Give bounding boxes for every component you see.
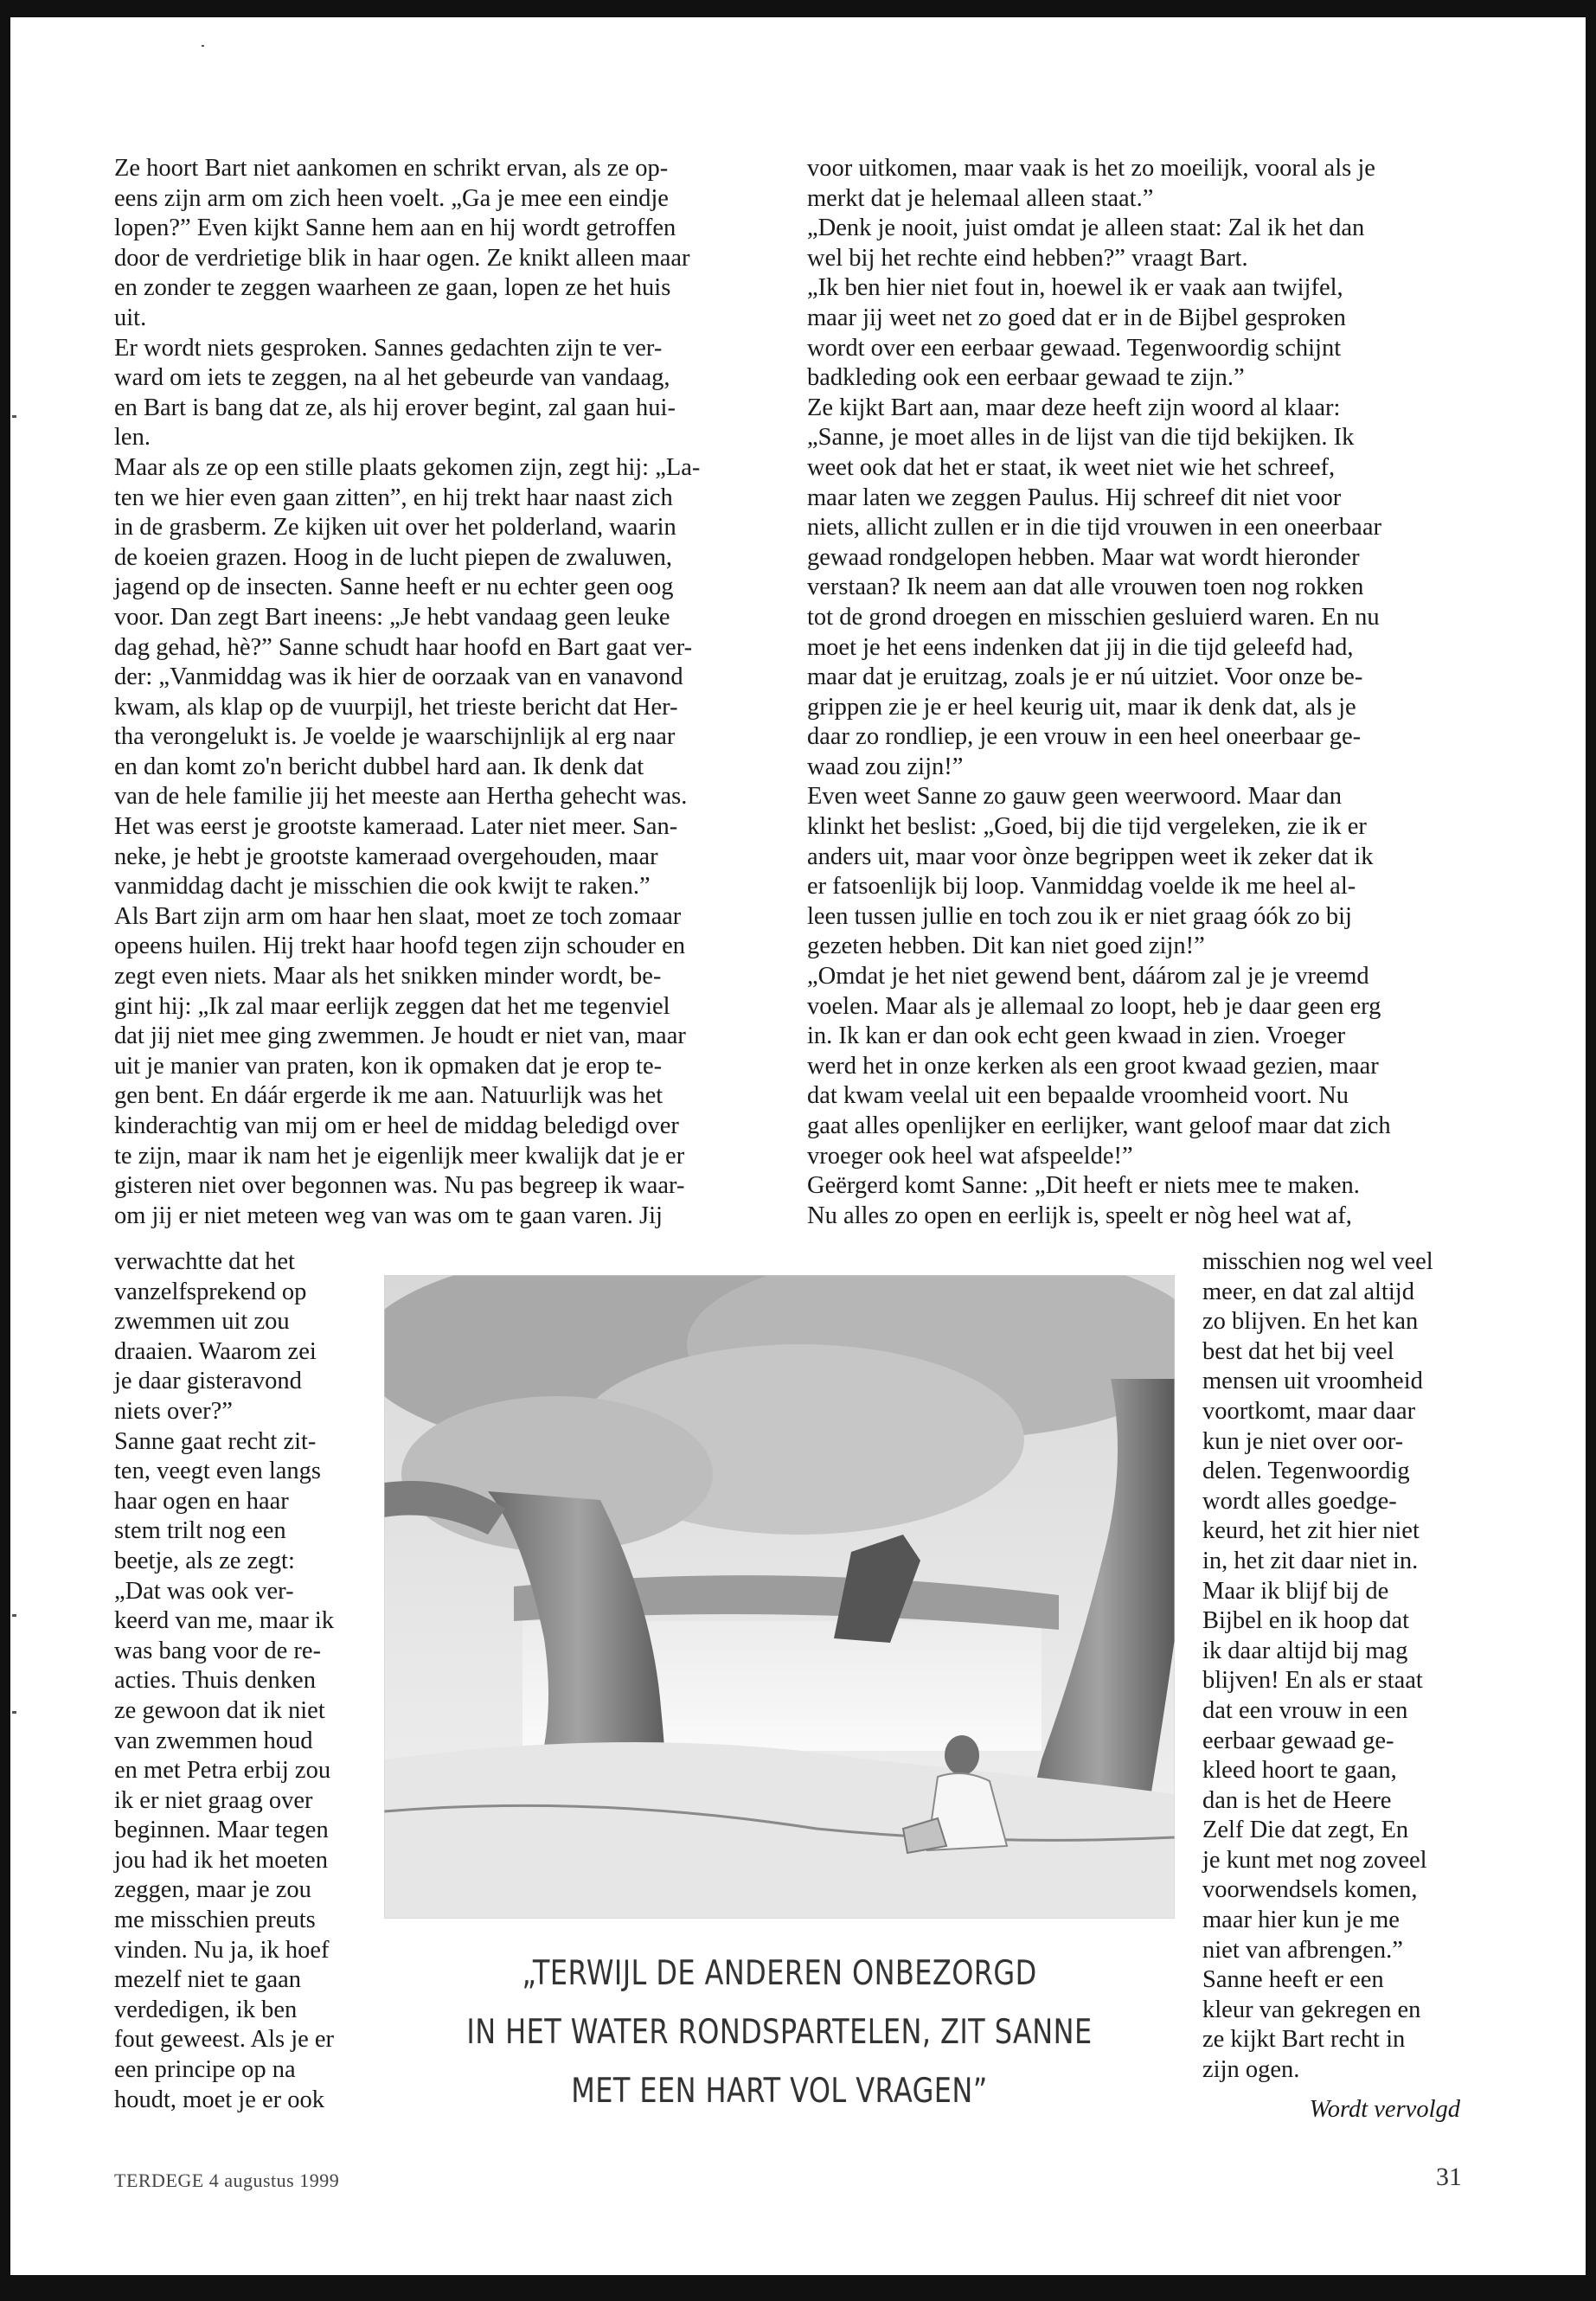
text-line: „Sanne, je moet alles in de lijst van die tijd bekijken. Ik bbox=[807, 424, 1355, 452]
text-line: „Omdat je het niet gewend bent, dáárom zal je je vreemd bbox=[807, 963, 1369, 990]
text-line: verstaan? Ik neem aan dat alle vrouwen toen nog rokken bbox=[807, 574, 1364, 601]
scan-speck bbox=[202, 45, 204, 47]
text-line: dat een vrouw in een bbox=[1202, 1696, 1408, 1724]
text-line: beetje, als ze zegt: bbox=[114, 1547, 295, 1574]
text-line: Het was eerst je grootste kameraad. Later niet meer. San- bbox=[114, 813, 678, 841]
to-be-continued: Wordt vervolgd bbox=[1309, 2096, 1460, 2123]
text-line: ik er niet graag over bbox=[114, 1786, 313, 1814]
text-line: „Denk je nooit, juist omdat je alleen staat: Zal ik het dan bbox=[807, 215, 1365, 242]
text-line: kinderachtig van mij om er heel de middag beledigd over bbox=[114, 1112, 679, 1139]
text-line: leen tussen jullie en toch zou ik er niet graag óók zo bij bbox=[807, 902, 1352, 930]
text-line: zeggen, maar je zou bbox=[114, 1876, 311, 1904]
text-line: „Ik ben hier niet fout in, hoewel ik er vaak aan twijfel, bbox=[807, 274, 1343, 302]
text-line: van zwemmen houd bbox=[114, 1727, 313, 1754]
margin-mark bbox=[12, 1711, 16, 1714]
article-wrap-right bbox=[1202, 1247, 1471, 2086]
text-line: acties. Thuis denken bbox=[114, 1667, 316, 1695]
text-line: kleed hoort te gaan, bbox=[1202, 1757, 1397, 1785]
text-line: in, het zit daar niet in. bbox=[1202, 1547, 1419, 1574]
text-line: maar dat je eruitzag, zoals je er nú uitziet. Voor onze be- bbox=[807, 663, 1363, 691]
text-line: dat kwam veelal uit een bepaalde vroomheid voort. Nu bbox=[807, 1082, 1349, 1110]
text-line: stem trilt nog een bbox=[114, 1517, 286, 1545]
text-line: was bang voor de re- bbox=[114, 1637, 321, 1664]
scan-border-top bbox=[0, 0, 1596, 17]
text-line: tha verongelukt is. Je voelde je waarschijnlijk al erg naar bbox=[114, 723, 676, 751]
text-line: gewaad rondgelopen hebben. Maar wat wordt hieronder bbox=[807, 543, 1360, 571]
margin-mark bbox=[12, 415, 16, 418]
scan-border-bottom bbox=[0, 2275, 1596, 2301]
text-line: verwachtte dat het bbox=[114, 1248, 295, 1275]
text-line: te zijn, maar ik nam het je eigenlijk meer kwalijk dat je er bbox=[114, 1142, 685, 1170]
article-column-right bbox=[807, 154, 1461, 1231]
text-line: „Dat was ook ver- bbox=[114, 1577, 294, 1605]
text-line: wordt alles goedge- bbox=[1202, 1487, 1397, 1515]
text-line: uit. bbox=[114, 304, 147, 331]
text-line: draaien. Waarom zei bbox=[114, 1337, 317, 1365]
text-line: best dat het bij veel bbox=[1202, 1337, 1394, 1365]
text-line: zegt even niets. Maar als het snikken minder wordt, be- bbox=[114, 963, 662, 990]
article-wrap-left bbox=[114, 1247, 382, 2115]
text-line: werd het in onze kerken als een groot kwaad gezien, maar bbox=[807, 1052, 1379, 1080]
text-line: weet ook dat het er staat, ik weet niet wie het schreef, bbox=[807, 453, 1336, 481]
text-line: opeens huilen. Hij trekt haar hoofd tegen zijn schouder en bbox=[114, 933, 686, 960]
text-line: een principe op na bbox=[114, 2056, 296, 2084]
text-line: in. Ik kan er dan ook echt geen kwaad in zien. Vroeger bbox=[807, 1022, 1346, 1050]
text-line: je daar gisteravond bbox=[114, 1368, 302, 1395]
text-line: waad zou zijn!” bbox=[807, 753, 964, 780]
text-line: misschien nog wel veel bbox=[1202, 1248, 1433, 1275]
text-line: voor. Dan zegt Bart ineens: „Je hebt vandaag geen leuke bbox=[114, 603, 670, 631]
text-line: kleur van gekregen en bbox=[1202, 1996, 1421, 2023]
text-line: klinkt het beslist: „Goed, bij die tijd vergeleken, zie ik er bbox=[807, 813, 1367, 841]
text-line: merkt dat je helemaal alleen staat.” bbox=[807, 184, 1154, 212]
text-line: zwemmen uit zou bbox=[114, 1308, 290, 1336]
text-line: zo blijven. En het kan bbox=[1202, 1308, 1419, 1336]
text-line: niets, allicht zullen er in die tijd vrouwen in een oneerbaar bbox=[807, 514, 1381, 542]
text-line: Er wordt niets gesproken. Sannes gedachten zijn te ver- bbox=[114, 334, 663, 362]
text-line: voelen. Maar als je allemaal zo loopt, heb je daar geen erg bbox=[807, 992, 1381, 1020]
text-line: Nu alles zo open en eerlijk is, speelt er nòg heel wat af, bbox=[807, 1202, 1352, 1229]
text-line: ik daar altijd bij mag bbox=[1202, 1637, 1408, 1664]
text-line: voor uitkomen, maar vaak is het zo moeilijk, vooral als je bbox=[807, 155, 1375, 182]
text-line: len. bbox=[114, 424, 151, 452]
text-line: Ze kijkt Bart aan, maar deze heeft zijn woord al klaar: bbox=[807, 394, 1341, 421]
text-line: Als Bart zijn arm om haar hen slaat, moet ze toch zomaar bbox=[114, 902, 682, 930]
text-line: Zelf Die dat zegt, En bbox=[1202, 1817, 1409, 1844]
text-line: ten, veegt even langs bbox=[114, 1458, 321, 1485]
text-line: blijven! En als er staat bbox=[1202, 1667, 1423, 1695]
page-number: 31 bbox=[1436, 2163, 1462, 2191]
text-line: maar hier kun je me bbox=[1202, 1907, 1400, 1934]
text-line: eerbaar gewaad ge- bbox=[1202, 1727, 1394, 1754]
text-line: om jij er niet meteen weg van was om te gaan varen. Jij bbox=[114, 1202, 663, 1229]
text-line: dag gehad, hè?” Sanne schudt haar hoofd en Bart gaat ver- bbox=[114, 633, 693, 661]
text-line: haar ogen en haar bbox=[114, 1487, 289, 1515]
text-line: en met Petra erbij zou bbox=[114, 1757, 331, 1785]
text-line: anders uit, maar voor ònze begrippen weet ik zeker dat ik bbox=[807, 843, 1374, 870]
text-line: daar zo rondliep, je een vrouw in een heel oneerbaar ge- bbox=[807, 723, 1362, 751]
text-line: jou had ik het moeten bbox=[114, 1846, 328, 1874]
text-line: houdt, moet je er ook bbox=[114, 2086, 324, 2113]
text-line: gisteren niet over begonnen was. Nu pas begreep ik waar- bbox=[114, 1172, 685, 1200]
scan-border-right bbox=[1586, 0, 1596, 2301]
text-line: badkleding ook een eerbaar gewaad te zijn.” bbox=[807, 364, 1245, 392]
text-line: keurd, het zit hier niet bbox=[1202, 1517, 1420, 1545]
text-line: gaat alles openlijker en eerlijker, want geloof maar dat zich bbox=[807, 1112, 1391, 1139]
scan-border-left bbox=[0, 0, 10, 2301]
text-line: mezelf niet te gaan bbox=[114, 1966, 302, 1994]
text-line: niet van afbrengen.” bbox=[1202, 1936, 1403, 1964]
text-line: keerd van me, maar ik bbox=[114, 1607, 335, 1635]
text-line: Sanne heeft er een bbox=[1202, 1966, 1384, 1994]
text-line: delen. Tegenwoordig bbox=[1202, 1458, 1410, 1485]
text-line: eens zijn arm om zich heen voelt. „Ga je mee een eindje bbox=[114, 184, 669, 212]
text-line: gen bent. En dáár ergerde ik me aan. Natuurlijk was het bbox=[114, 1082, 663, 1110]
text-line: er fatsoenlijk bij loop. Vanmiddag voelde ik me heel al- bbox=[807, 873, 1356, 901]
pull-quote-line: „TERWIJL DE ANDEREN ONBEZORGD bbox=[522, 1954, 1037, 1993]
text-line: wordt over een eerbaar gewaad. Tegenwoordig schijnt bbox=[807, 334, 1342, 362]
text-line: niets over?” bbox=[114, 1397, 233, 1425]
text-line: in de grasberm. Ze kijken uit over het polderland, waarin bbox=[114, 514, 676, 542]
text-line: Even weet Sanne zo gauw geen weerwoord. Maar dan bbox=[807, 783, 1343, 811]
text-line: uit je manier van praten, kon ik opmaken dat je erop te- bbox=[114, 1052, 663, 1080]
text-line: en zonder te zeggen waarheen ze gaan, lopen ze het huis bbox=[114, 274, 671, 302]
text-line: Ze hoort Bart niet aankomen en schrikt ervan, als ze op- bbox=[114, 155, 669, 182]
text-line: zijn ogen. bbox=[1202, 2056, 1300, 2084]
text-line: en dan komt zo'n bericht dubbel hard aan. Ik denk dat bbox=[114, 753, 644, 780]
text-line: meer, en dat zal altijd bbox=[1202, 1278, 1414, 1305]
text-line: Sanne gaat recht zit- bbox=[114, 1427, 317, 1455]
text-line: maar jij weet net zo goed dat er in de Bijbel gesproken bbox=[807, 304, 1346, 331]
text-line: Geërgerd komt Sanne: „Dit heeft er niets mee te maken. bbox=[807, 1172, 1360, 1200]
pull-quote-line: MET EEN HART VOL VRAGEN” bbox=[571, 2072, 988, 2111]
text-line: moet je het eens indenken dat jij in die tijd geleefd had, bbox=[807, 633, 1354, 661]
pencil-illustration-willows-by-water bbox=[384, 1275, 1175, 1919]
text-line: kun je niet over oor- bbox=[1202, 1427, 1404, 1455]
text-line: de koeien grazen. Hoog in de lucht piepen de zwaluwen, bbox=[114, 543, 672, 571]
text-line: lopen?” Even kijkt Sanne hem aan en hij wordt getroffen bbox=[114, 215, 676, 242]
text-line: van de hele familie jij het meeste aan Hertha gehecht was. bbox=[114, 783, 688, 811]
text-line: verdedigen, ik ben bbox=[114, 1996, 298, 2023]
text-line: en Bart is bang dat ze, als hij erover begint, zal gaan hui- bbox=[114, 394, 676, 421]
text-line: gezeten hebben. Dit kan niet goed zijn!” bbox=[807, 933, 1205, 960]
pull-quote-line: IN HET WATER RONDSPARTELEN, ZIT SANNE bbox=[466, 2013, 1093, 2052]
text-line: jagend op de insecten. Sanne heeft er nu echter geen oog bbox=[114, 574, 674, 601]
text-line: ward om iets te zeggen, na al het gebeurde van vandaag, bbox=[114, 364, 670, 392]
publication-credit: TERDEGE 4 augustus 1999 bbox=[114, 2170, 340, 2191]
text-line: vanzelfsprekend op bbox=[114, 1278, 307, 1305]
text-line: voorwendsels komen, bbox=[1202, 1876, 1418, 1904]
text-line: Maar ik blijf bij de bbox=[1202, 1577, 1389, 1605]
text-line: neke, je hebt je grootste kameraad overgehouden, maar bbox=[114, 843, 658, 870]
text-line: vanmiddag dacht je misschien die ook kwijt te raken.” bbox=[114, 873, 651, 901]
text-line: dat jij niet mee ging zwemmen. Je houdt er niet van, maar bbox=[114, 1022, 686, 1050]
text-line: me misschien preuts bbox=[114, 1907, 316, 1934]
text-line: vroeger ook heel wat afspeelde!” bbox=[807, 1142, 1133, 1170]
text-line: ze kijkt Bart recht in bbox=[1202, 2026, 1406, 2054]
text-line: gint hij: „Ik zal maar eerlijk zeggen dat het me tegenviel bbox=[114, 992, 670, 1020]
text-line: ten we hier even gaan zitten”, en hij trekt haar naast zich bbox=[114, 484, 673, 511]
text-line: dan is het de Heere bbox=[1202, 1786, 1392, 1814]
pull-quote bbox=[455, 1945, 1103, 2121]
text-line: mensen uit vroomheid bbox=[1202, 1368, 1423, 1395]
article-column-left bbox=[114, 154, 784, 1231]
text-line: beginnen. Maar tegen bbox=[114, 1817, 329, 1844]
text-line: maar laten we zeggen Paulus. Hij schreef dit niet voor bbox=[807, 484, 1342, 511]
text-line: der: „Vanmiddag was ik hier de oorzaak van en vanavond bbox=[114, 663, 683, 691]
text-line: voortkomt, maar daar bbox=[1202, 1397, 1416, 1425]
text-line: grippen zie je er heel keurig uit, maar ik denk dat, als je bbox=[807, 693, 1356, 721]
text-line: vinden. Nu ja, ik hoef bbox=[114, 1936, 330, 1964]
text-line: kwam, als klap op de vuurpijl, het trieste bericht dat Her- bbox=[114, 693, 678, 721]
text-line: je kunt met nog zoveel bbox=[1202, 1846, 1427, 1874]
text-line: tot de grond droegen en misschien gesluierd waren. En nu bbox=[807, 603, 1380, 631]
text-line: door de verdrietige blik in haar ogen. Ze knikt alleen maar bbox=[114, 244, 690, 272]
text-line: fout geweest. Als je er bbox=[114, 2026, 335, 2054]
text-line: wel bij het rechte eind hebben?” vraagt Bart. bbox=[807, 244, 1248, 272]
text-line: Bijbel en ik hoop dat bbox=[1202, 1607, 1410, 1635]
text-line: ze gewoon dat ik niet bbox=[114, 1696, 325, 1724]
text-line: Maar als ze op een stille plaats gekomen zijn, zegt hij: „La- bbox=[114, 453, 701, 481]
margin-mark bbox=[12, 1614, 16, 1617]
